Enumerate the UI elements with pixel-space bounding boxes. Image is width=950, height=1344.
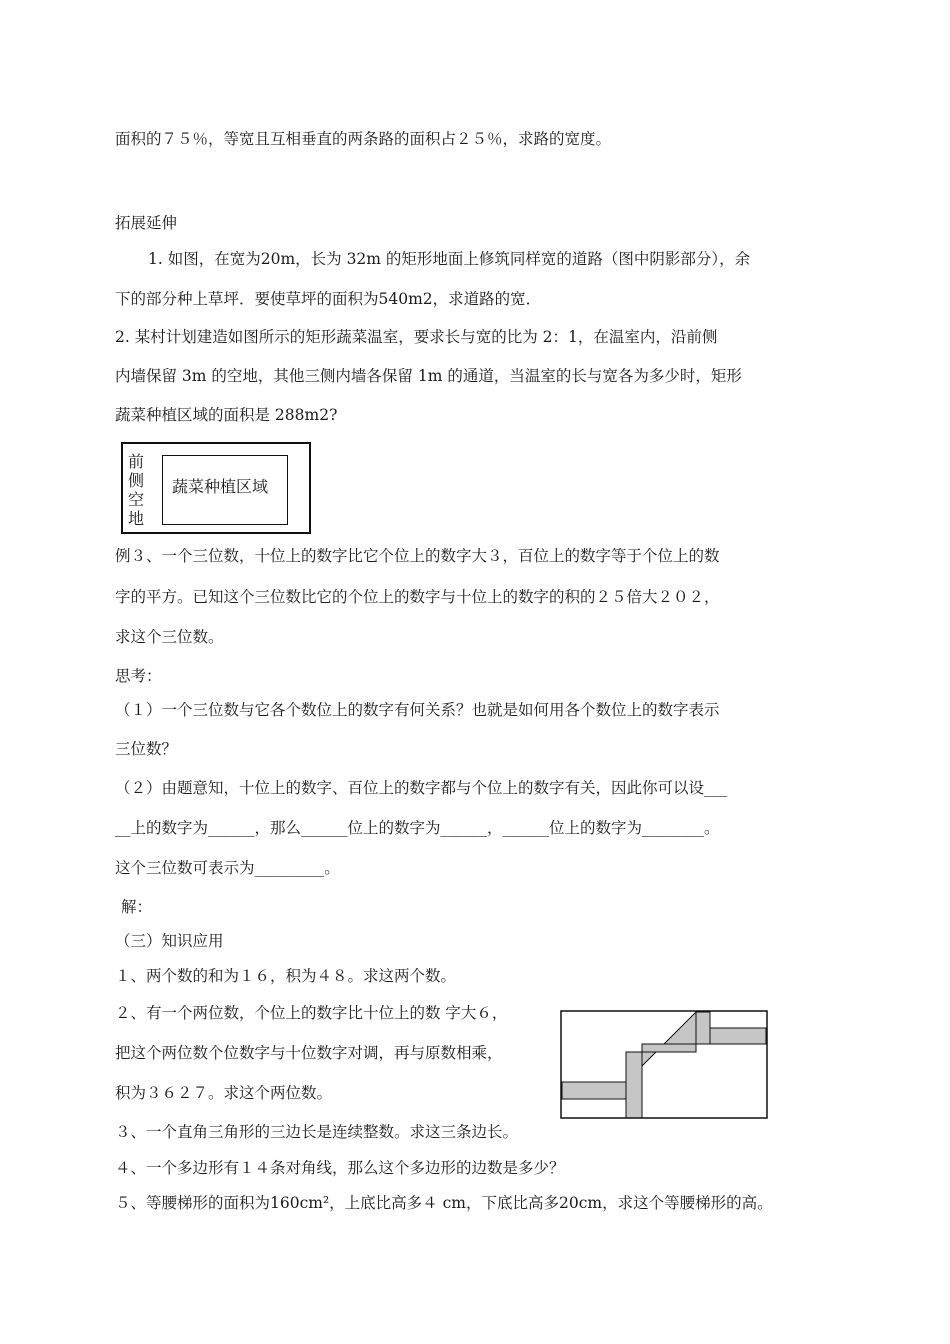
text-line: 解： — [121, 898, 153, 916]
text-line: ５、等腰梯形的面积为160cm²，上底比高多４ cm，下底比高多20cm，求这个等腰梯形的高。 — [115, 1194, 773, 1212]
road-left-strip — [562, 1082, 626, 1099]
text-line: 把这个两位数个位数字与十位数字对调，再与原数相乘， — [115, 1044, 503, 1062]
text-line: ２、有一个两位数，个位上的数字比十位上的数 字大６， — [115, 1004, 508, 1022]
text-line: （１）一个三位数与它各个数位上的数字有何关系？也就是如何用各个数位上的数字表示 — [115, 701, 720, 719]
text-line: __上的数字为______，那么______位上的数字为______，______位上的数字为________。 — [115, 819, 720, 837]
front-space-label: 前侧空地 — [128, 452, 145, 528]
text-line: 1. 如图，在宽为20m，长为 32m 的矩形地面上修筑同样宽的道路（图中阴影部分），余 — [148, 250, 751, 268]
text-line: 字的平方。已知这个三位数比它的个位上的数字与十位上的数字的积的２５倍大２０２， — [115, 588, 720, 606]
text-line: 三位数？ — [115, 740, 178, 758]
text-line: 积为３６２７。求这个两位数。 — [115, 1084, 333, 1102]
field-outer-rect — [561, 1011, 767, 1118]
text-line: ４、一个多边形有１４条对角线，那么这个多边形的边数是多少？ — [115, 1159, 565, 1177]
text-line: １、两个数的和为１６，积为４８。求这两个数。 — [115, 967, 457, 985]
planting-area-label: 蔬菜种植区域 — [172, 477, 269, 496]
text-line: 蔬菜种植区域的面积是 288m2? — [115, 406, 338, 424]
road-step — [626, 1012, 710, 1118]
text-line: 面积的７５％，等宽且互相垂直的两条路的面积占２５％，求路的宽度。 — [115, 130, 612, 148]
section-heading: （三）知识应用 — [115, 932, 224, 950]
text-line: 这个三位数可表示为_________。 — [115, 859, 340, 877]
road-horizontal — [710, 1028, 766, 1044]
text-line: 2. 某村计划建造如图所示的矩形蔬菜温室，要求长与宽的比为 2：1，在温室内，沿前侧 — [115, 328, 718, 346]
road-figure — [560, 1010, 770, 1120]
section-heading: 思考： — [115, 667, 162, 685]
text-line: 内墙保留 3m 的空地，其他三侧内墙各保留 1m 的通道，当温室的长与宽各为多少时，矩形 — [115, 367, 742, 385]
text-line: 下的部分种上草坪．要使草坪的面积为540m2，求道路的宽． — [115, 290, 542, 308]
section-heading: 拓展延伸 — [115, 214, 178, 232]
text-line: 例３、一个三位数，十位上的数字比它个位上的数字大３，百位上的数字等于个位上的数 — [115, 547, 720, 565]
text-line: 求这个三位数。 — [115, 628, 224, 646]
text-line: ３、一个直角三角形的三边长是连续整数。求这三条边长。 — [115, 1123, 519, 1141]
text-line: （２）由题意知，十位上的数字、百位上的数字都与个位上的数字有关，因此你可以设___ — [115, 779, 728, 797]
